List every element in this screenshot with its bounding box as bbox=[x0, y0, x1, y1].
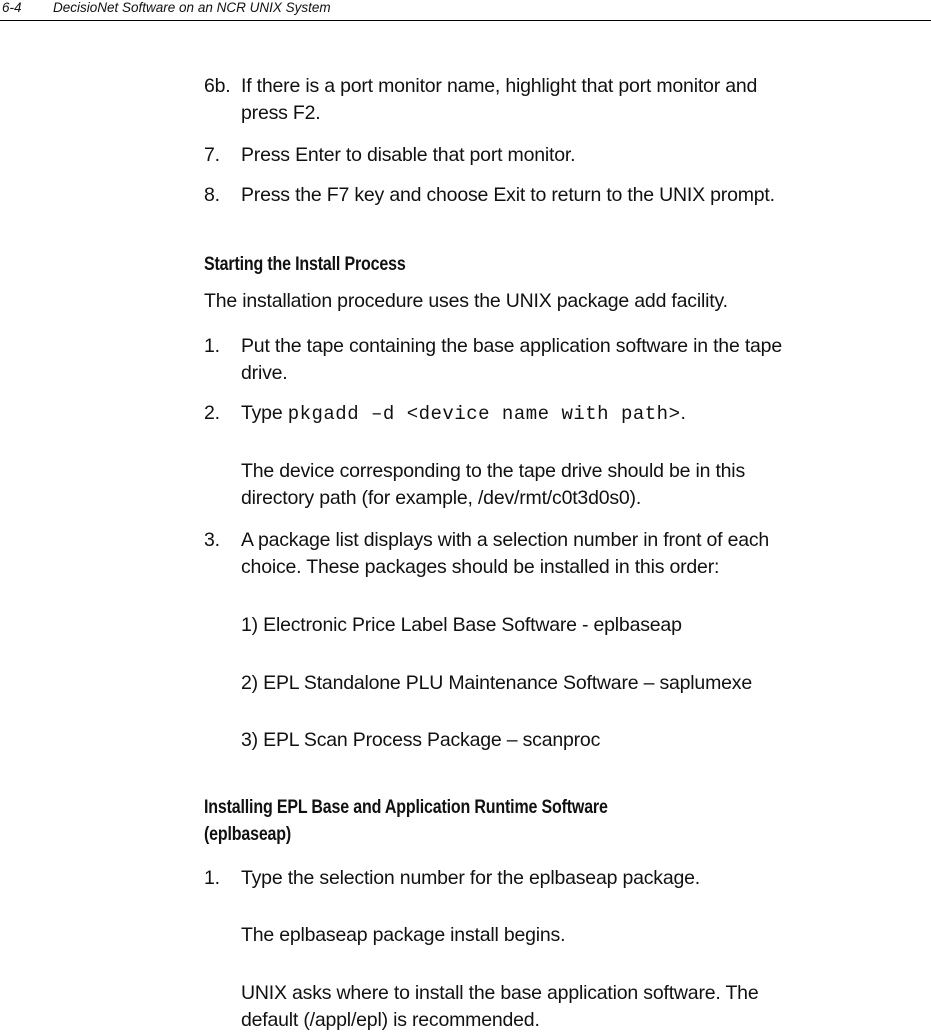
note-line: default (/appl/epl) is recommended. bbox=[241, 1009, 540, 1031]
step-number: 7. bbox=[204, 144, 220, 166]
section-heading: Installing EPL Base and Application Runtime Software bbox=[204, 796, 608, 818]
step-text-line: choice. These packages should be installed in this order: bbox=[241, 556, 720, 578]
page-header bbox=[0, 0, 931, 21]
step-suffix: . bbox=[680, 402, 686, 424]
list-item: 1) Electronic Price Label Base Software - eplbaseap bbox=[241, 614, 682, 636]
note-line: The eplbaseap package install begins. bbox=[241, 924, 566, 946]
step-text-line: A package list displays with a selection number in front of each bbox=[241, 529, 770, 551]
note-line: directory path (for example, /dev/rmt/c0t3d0s0). bbox=[241, 487, 642, 509]
step-number: 3. bbox=[204, 529, 220, 551]
page-number: 6-4 bbox=[2, 0, 22, 15]
step-text-line bbox=[241, 401, 686, 427]
step-number: 6b. bbox=[204, 75, 231, 97]
list-item: 2) EPL Standalone PLU Maintenance Software – saplumexe bbox=[241, 672, 752, 694]
note-line: The device corresponding to the tape drive should be in this bbox=[241, 460, 745, 482]
step-number: 2. bbox=[204, 402, 220, 424]
step-text-line: If there is a port monitor name, highlight that port monitor and bbox=[241, 75, 758, 97]
note-line: UNIX asks where to install the base application software. The bbox=[241, 982, 759, 1004]
step-number: 8. bbox=[204, 184, 220, 206]
step-text-line: Press the F7 key and choose Exit to return to the UNIX prompt. bbox=[241, 184, 775, 206]
step-text-line: drive. bbox=[241, 362, 288, 384]
step-prefix: Type bbox=[241, 402, 283, 424]
step-text-line: press F2. bbox=[241, 102, 321, 124]
list-item: 3) EPL Scan Process Package – scanproc bbox=[241, 729, 601, 751]
step-text-line: Put the tape containing the base application software in the tape bbox=[241, 335, 782, 357]
step-text-line: Type the selection number for the eplbaseap package. bbox=[241, 867, 700, 889]
running-title: DecisioNet Software on an NCR UNIX System bbox=[53, 0, 331, 15]
section-heading: Starting the Install Process bbox=[204, 253, 406, 275]
step-number: 1. bbox=[204, 867, 220, 889]
step-number: 1. bbox=[204, 335, 220, 357]
section-intro: The installation procedure uses the UNIX package add facility. bbox=[204, 290, 728, 312]
command-text: pkgadd –d <device name with path> bbox=[287, 403, 681, 425]
section-heading: (eplbaseap) bbox=[204, 823, 292, 845]
step-text-line: Press Enter to disable that port monitor. bbox=[241, 144, 576, 166]
